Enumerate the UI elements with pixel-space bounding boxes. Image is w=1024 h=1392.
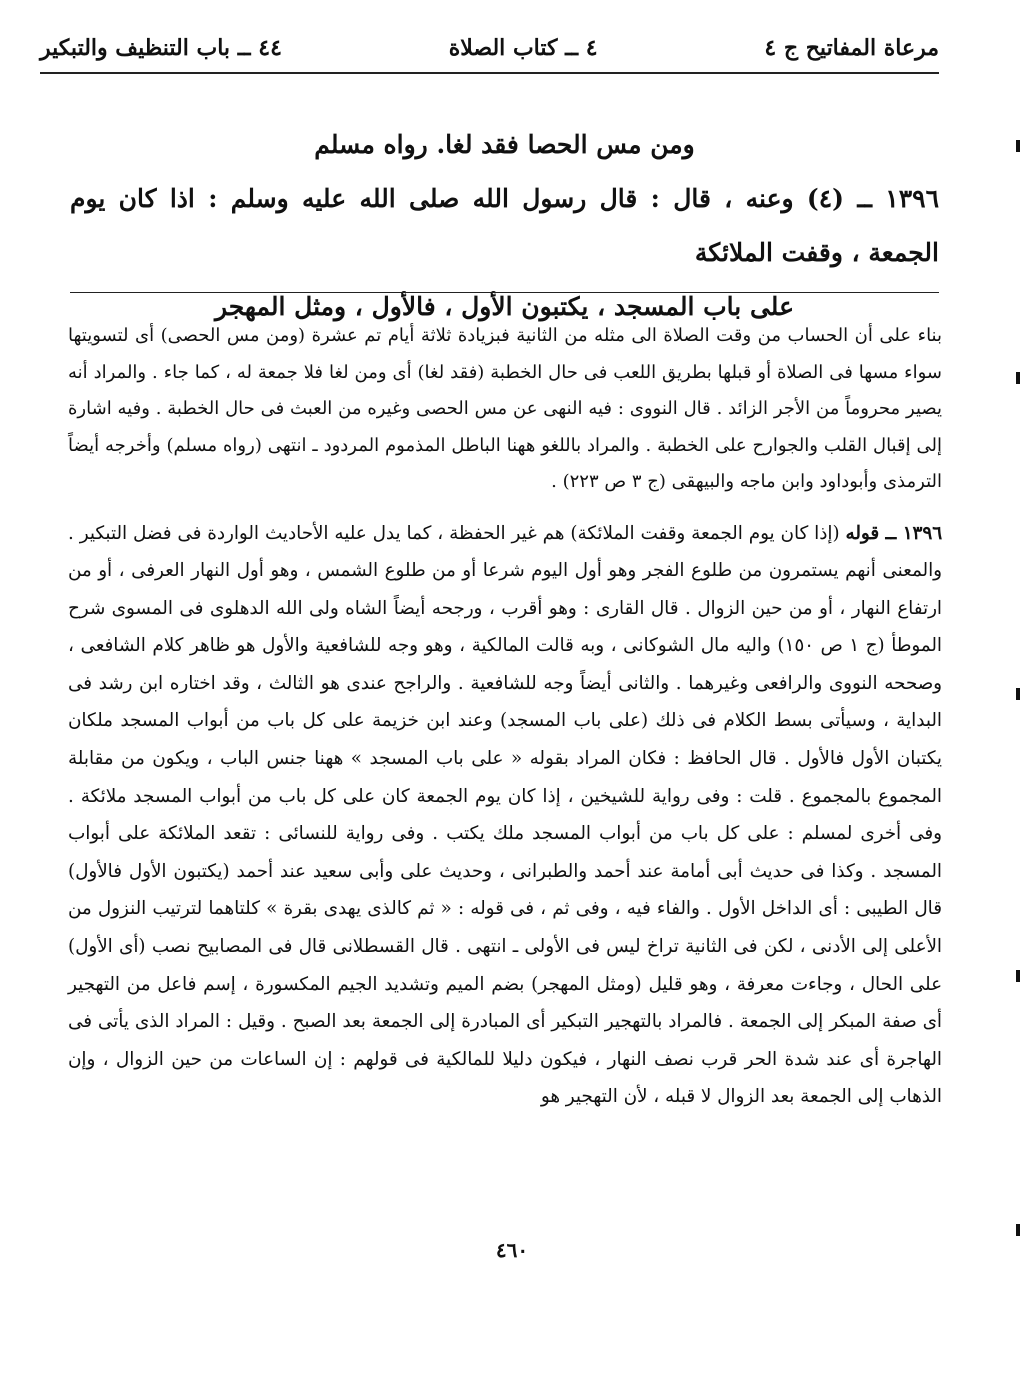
commentary-paragraph-1: بناء على أن الحساب من وقت الصلاة الى مثله من الثانية فبزيادة ثلاثة أيام تم عشرة (ومن مس الحصى) أى لتسويتها سواء مسها فى الصلاة أو قبلها بطريق اللعب فى حال الخطبة (فقد لغا) أى ومن لغا فلا جمعة له ، كما جاء . والمراد أنه يصير محروماً من الأجر الزائد . قال النووى : فيه النهى عن مس الحصى وغيره من العبث فى حال الخطبة . وفيه اشارة إلى إقبال القلب والجوارح على الخطبة . والمراد باللغو ههنا الباطل المذموم المردود ـ انتهى (رواه مسلم) وأخرجه أيضاً الترمذى وأبوداود وابن ماجه والبيهقى (ج ٣ ص ٢٢٣) .: [68, 325, 942, 492]
header-section: ٤٤ ــ باب التنظيف والتبكير: [40, 35, 282, 61]
margin-mark: [1016, 1224, 1020, 1236]
commentary-paragraph-2: [68, 515, 942, 1117]
hadith-text: [70, 118, 939, 334]
paragraph-2-number: ١٣٩٦ ــ قوله: [845, 522, 943, 544]
margin-mark: [1016, 372, 1020, 384]
header-book-title: مرعاة المفاتيح ج ٤: [764, 35, 939, 61]
text-divider: [70, 292, 939, 293]
commentary: [68, 318, 942, 1116]
margin-mark: [1016, 688, 1020, 700]
running-header: [40, 28, 939, 68]
page-number: ٤٦٠: [495, 1238, 529, 1262]
hadith-continuation: على باب المسجد ، يكتبون الأول ، فالأول ، ومثل المهجر: [214, 292, 794, 321]
hadith-closing-line: ومن مس الحصا فقد لغا. رواه مسلم: [314, 130, 695, 159]
margin-mark: [1016, 970, 1020, 982]
hadith-number-line: ١٣٩٦ ــ (٤) وعنه ، قال : قال رسول الله صلى الله عليه وسلم : اذا كان يوم الجمعة ، وقفت الملائكة: [70, 184, 939, 267]
margin-mark: [1016, 140, 1020, 152]
paragraph-2-text: (إذا كان يوم الجمعة وقفت الملائكة) هم غير الحفظة ، كما يدل عليه الأحاديث الواردة فى فضل التبكير . والمعنى أنهم يستمرون من طلوع الفجر وهو أول اليوم شرعا أو من طلوع الشمس ، وهو أول النهار العرفى ، أو من ارتفاع النهار ، أو من حين الزوال . قال القارى : وهو أقرب ، ورجحه أيضاً الشاه ولى الله الدهلوى فى المسوى شرح الموطأ (ج ١ ص ١٥٠) واليه مال الشوكانى ، وبه قالت المالكية ، وهو وجه للشافعية والأول هو ظاهر كلام الشافعى ، وصححه النووى والرافعى وغيرهما . والثانى أيضاً وجه للشافعية . والراجح عندى هو الثالث ، وقد اختاره ابن رشد فى البداية ، وسيأتى بسط الكلام فى ذلك (على باب المسجد) وعند ابن خزيمة على كل باب من أبواب المسجد ملكان يكتبان الأول فالأول . قال الحافظ : فكان المراد بقوله « على باب المسجد » ههنا جنس الباب ، ويكون من مقابلة المجموع بالمجموع . قلت : وفى رواية للشيخين ، إذا كان يوم الجمعة كان على كل باب من أبواب المسجد ملائكة . وفى أخرى لمسلم : على كل باب من أبواب المسجد ملك يكتب . وفى رواية للنسائى : تقعد الملائكة على أبواب المسجد . وكذا فى حديث أبى أمامة عند أحمد والطبرانى ، وحديث على وأبى سعيد عند أحمد (يكتبون الأول فالأول) قال الطيبى : أى الداخل الأول . والفاء فيه ، وفى ثم ، فى قوله : « ثم كالذى يهدى بقرة » كلتاهما لترتيب النزول من الأعلى إلى الأدنى ، لكن فى الثانية تراخ ليس فى الأولى ـ انتهى . قال القسطلانى قال فى المصابيح نصب (أى الأول) على الحال ، وجاءت معرفة ، وهو قليل (ومثل المهجر) بضم الميم وتشديد الجيم المكسورة ، إسم فاعل من التهجير أى صفة المبكر إلى الجمعة . فالمراد بالتهجير التبكير أى المبادرة إلى الجمعة بعد الصبح . وقيل : المراد الذى يأتى فى الهاجرة أى عند شدة الحر قرب نصف النهار ، فيكون دليلا للمالكية فى قولهم : إن الساعات من حين الزوال ، وإن الذهاب إلى الجمعة بعد الزوال لا قبله ، لأن التهجير هو: [68, 522, 942, 1108]
header-chapter: ٤ ــ كتاب الصلاة: [448, 35, 598, 61]
header-rule: [40, 72, 939, 74]
